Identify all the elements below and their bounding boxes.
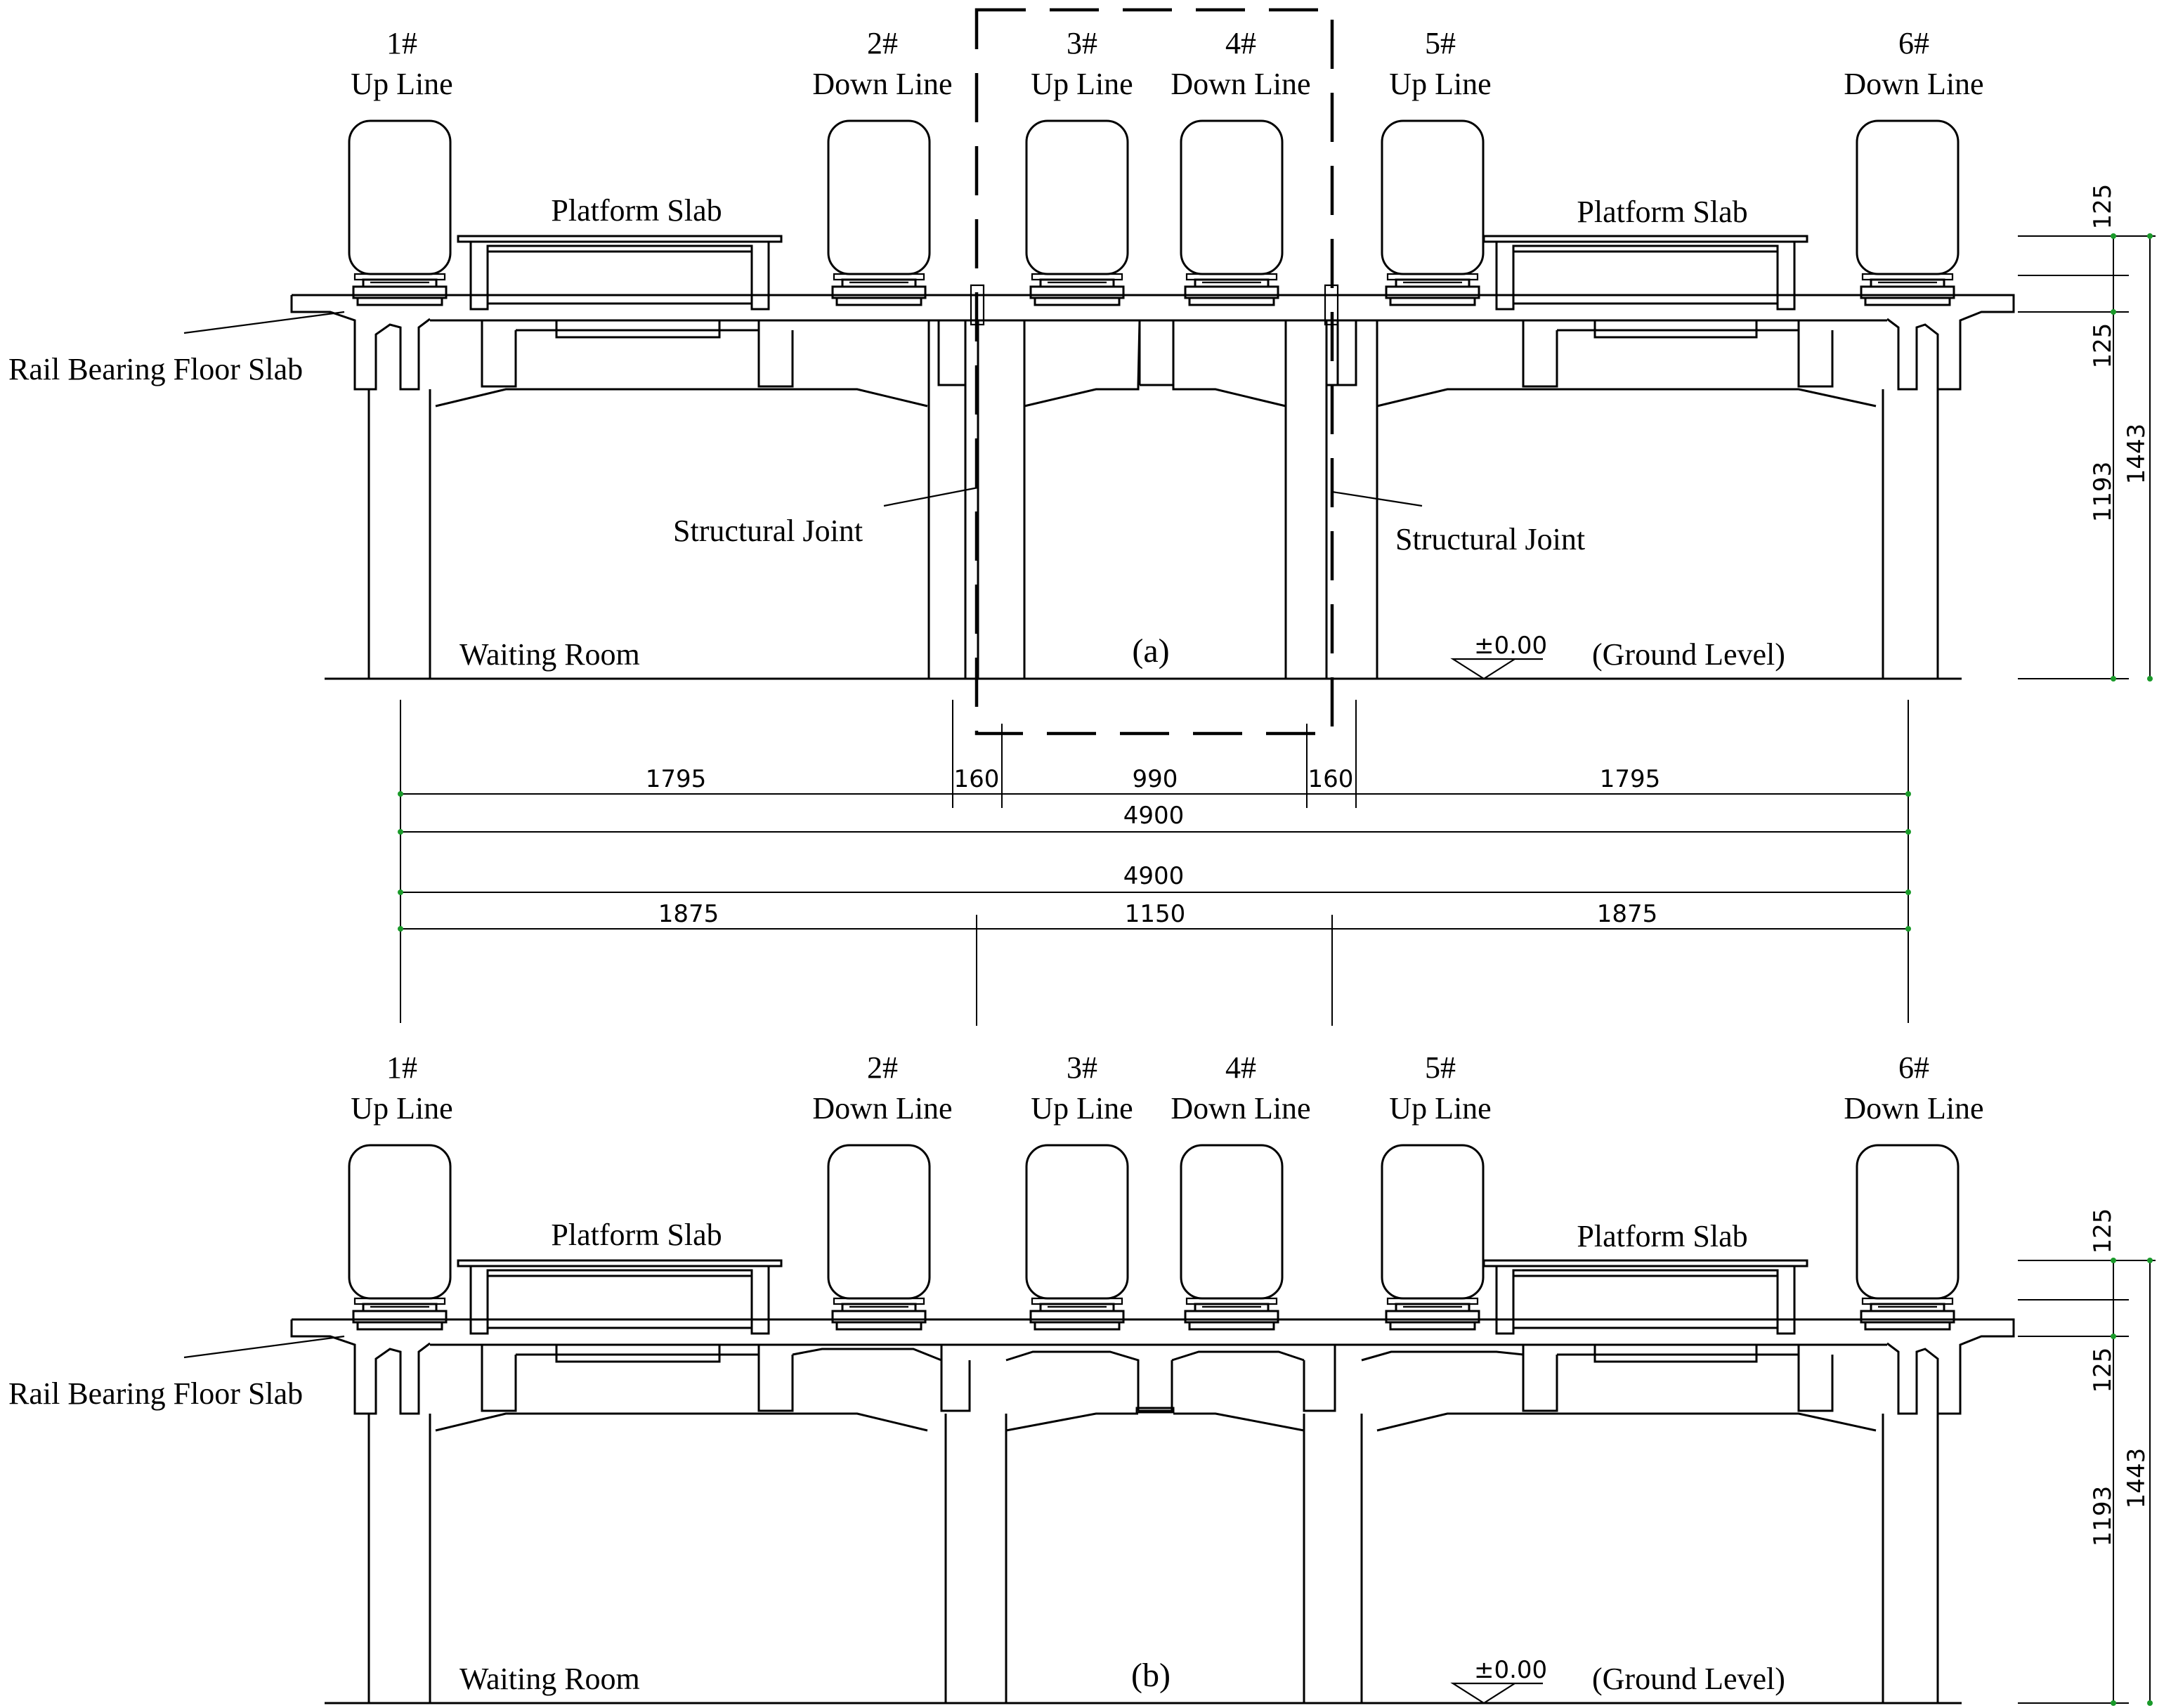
waiting-room-label: Waiting Room	[459, 1662, 640, 1696]
track-4-name: Down Line	[1171, 1091, 1311, 1126]
train-car	[1857, 121, 1958, 305]
train-car	[1181, 1145, 1282, 1329]
track-6-name: Down Line	[1844, 67, 1984, 101]
train-car	[1382, 121, 1483, 305]
train-car	[828, 121, 930, 305]
track-2-name: Down Line	[812, 1091, 953, 1126]
leader-line	[184, 312, 344, 333]
dim-vertical-upper: 125	[2089, 1208, 2117, 1254]
train-car	[1181, 121, 1282, 305]
dim-b-seg2: 1150	[1124, 900, 1186, 928]
dim-a-seg2: 160	[953, 765, 1000, 793]
elevation-marker	[1453, 1683, 1543, 1703]
track-1-number: 1#	[386, 1050, 417, 1085]
platform-slab-left	[458, 236, 781, 309]
platform-slab-right	[1484, 1260, 1807, 1334]
dim-vertical-total: 1443	[2123, 1447, 2151, 1509]
frame-structure	[292, 295, 2014, 679]
dim-a-seg3: 990	[1132, 765, 1178, 793]
train-car	[1382, 1145, 1483, 1329]
dim-a-seg4: 160	[1308, 765, 1354, 793]
vertical-dimensions-b	[2018, 1208, 2156, 1706]
leader-line	[884, 488, 978, 506]
track-2-number: 2#	[867, 1050, 898, 1085]
ground-level-label: (Ground Level)	[1592, 637, 1785, 672]
rail-floor-label: Rail Bearing Floor Slab	[8, 1376, 304, 1411]
track-4-name: Down Line	[1171, 67, 1311, 101]
platform-slab-label: Platform Slab	[1577, 195, 1748, 229]
dim-vertical-lower: 1193	[2089, 461, 2117, 523]
train-car	[349, 1145, 450, 1329]
track-6-name: Down Line	[1844, 1091, 1984, 1126]
central-hall-b	[793, 1345, 1523, 1703]
track-3-number: 3#	[1067, 26, 1097, 60]
dim-b-total: 4900	[1123, 862, 1185, 890]
track-1-name: Up Line	[351, 1091, 453, 1126]
platform-slab-label: Platform Slab	[1577, 1219, 1748, 1253]
frame-structure	[292, 1319, 2014, 1703]
elevation-marker	[1453, 659, 1543, 679]
track-1-number: 1#	[386, 26, 417, 60]
elevation-label: ±0.00	[1474, 632, 1548, 660]
dim-vertical-upper: 125	[2089, 183, 2117, 230]
track-3-name: Up Line	[1031, 67, 1133, 101]
track-headings-b	[351, 1050, 1983, 1126]
train-car	[349, 121, 450, 305]
track-2-number: 2#	[867, 26, 898, 60]
structural-joint-label: Structural Joint	[1395, 522, 1586, 556]
track-3-name: Up Line	[1031, 1091, 1133, 1126]
platform-slab-left	[458, 1260, 781, 1334]
diagram-b-caption: (b)	[1131, 1657, 1171, 1694]
train-car	[828, 1145, 930, 1329]
rail-floor-label: Rail Bearing Floor Slab	[8, 352, 304, 386]
elevation-label: ±0.00	[1474, 1656, 1548, 1684]
structural-joint-label: Structural Joint	[673, 514, 863, 548]
train-car	[1026, 1145, 1128, 1329]
dim-vertical-middle: 125	[2089, 322, 2117, 369]
dim-a-seg5: 1795	[1599, 765, 1661, 793]
ground-level-label: (Ground Level)	[1592, 1662, 1785, 1696]
dim-a-seg1: 1795	[645, 765, 707, 793]
platform-slab-right	[1484, 236, 1807, 309]
track-5-number: 5#	[1425, 26, 1456, 60]
diagram-a	[8, 10, 2156, 734]
dim-vertical-lower: 1193	[2089, 1485, 2117, 1547]
dim-vertical-total: 1443	[2123, 423, 2151, 485]
track-4-number: 4#	[1225, 26, 1256, 60]
track-headings-a	[351, 26, 1983, 101]
track-1-name: Up Line	[351, 67, 453, 101]
platform-slab-label: Platform Slab	[551, 193, 722, 228]
leader-line	[184, 1336, 344, 1357]
diagram-a-caption: (a)	[1132, 632, 1170, 670]
track-5-name: Up Line	[1389, 67, 1492, 101]
dim-a-total: 4900	[1123, 802, 1185, 830]
joint-zone-outline	[977, 10, 1332, 734]
dim-b-seg3: 1875	[1596, 900, 1658, 928]
track-6-number: 6#	[1898, 1050, 1929, 1085]
train-car	[1026, 121, 1128, 305]
track-5-number: 5#	[1425, 1050, 1456, 1085]
track-2-name: Down Line	[812, 67, 953, 101]
vertical-dimensions-a	[2018, 184, 2156, 682]
track-5-name: Up Line	[1389, 1091, 1492, 1126]
dim-b-seg1: 1875	[658, 900, 719, 928]
horizontal-dimensions	[398, 700, 1911, 1026]
platform-slab-label: Platform Slab	[551, 1218, 722, 1252]
central-hall-a	[929, 285, 1377, 679]
waiting-room-label: Waiting Room	[459, 637, 640, 672]
track-6-number: 6#	[1898, 26, 1929, 60]
track-3-number: 3#	[1067, 1050, 1097, 1085]
diagram-b	[8, 1050, 2156, 1706]
track-4-number: 4#	[1225, 1050, 1256, 1085]
train-car	[1857, 1145, 1958, 1329]
dim-vertical-middle: 125	[2089, 1347, 2117, 1393]
